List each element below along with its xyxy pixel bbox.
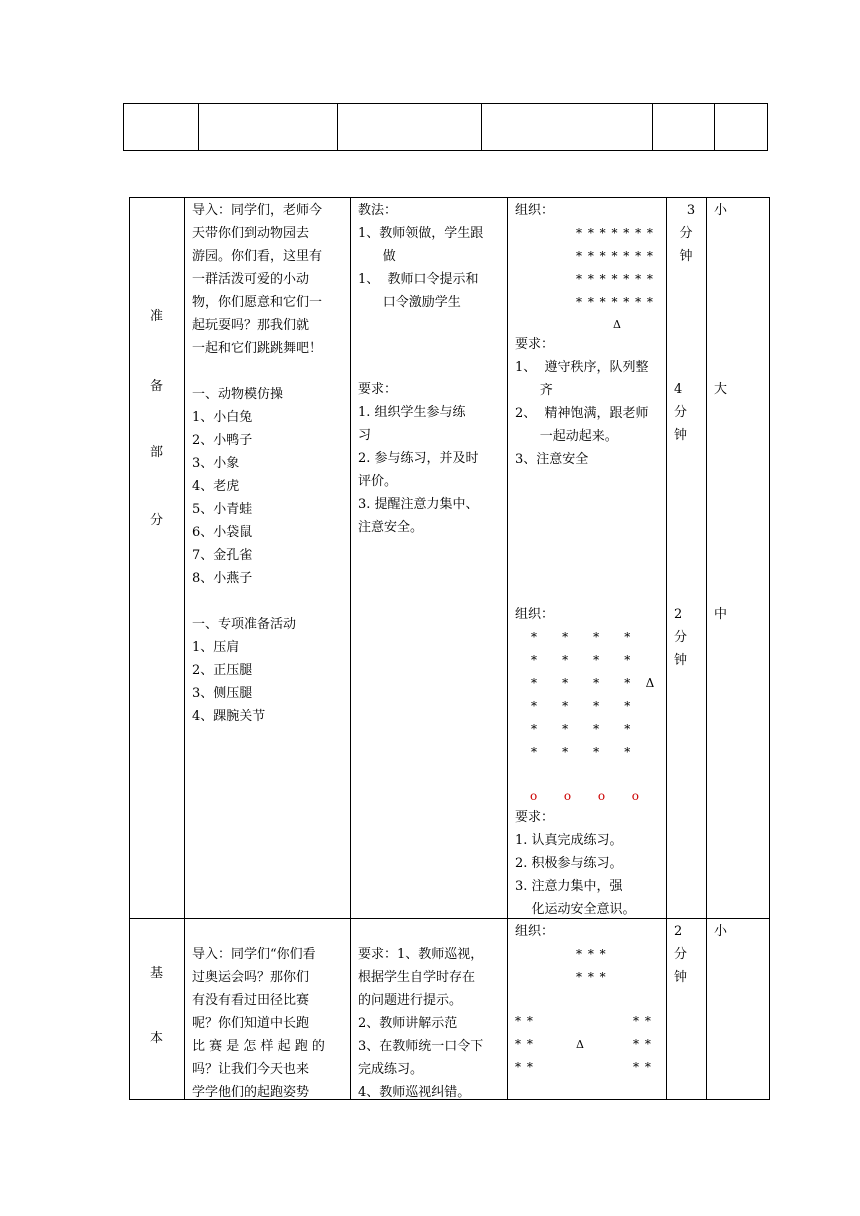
text-line: 要求：	[358, 382, 398, 397]
text-line: 1、小白兔	[192, 410, 253, 425]
text-line: 2、 精神饱满，跟老师	[515, 406, 649, 421]
teacher-position-icon: Δ	[613, 318, 621, 331]
time-unit: 分	[674, 405, 688, 420]
formation-row: * * * * Δ	[531, 676, 656, 690]
prep-method-requirements	[358, 378, 479, 539]
formation-row: * * * *	[531, 630, 632, 644]
text-line: 要求：	[515, 337, 555, 352]
text-line: 一起动起来。	[515, 429, 618, 444]
text-line: 4、教师巡视纠错。	[358, 1085, 471, 1100]
text-line: 一起和它们跳跳舞吧！	[192, 341, 323, 356]
org-label: 组织：	[515, 924, 555, 939]
text-line: 完成练习。	[358, 1062, 424, 1077]
cone-markers: o o o o	[530, 789, 640, 803]
text-line: 物，你们愿意和它们一	[192, 295, 323, 310]
formation-row: * * * *	[531, 745, 632, 759]
text-line: 2、正压腿	[192, 663, 253, 678]
basic-content-column	[192, 943, 325, 1104]
time-unit: 分	[674, 630, 688, 645]
text-line: 3. 注意力集中，强	[515, 879, 623, 894]
text-line: 1、教师领做，学生跟	[358, 226, 484, 241]
prep-requirements-2	[515, 806, 636, 921]
text-line: 2、小鸭子	[192, 433, 253, 448]
prep-label-char: 备	[150, 379, 164, 394]
load-intensity: 中	[714, 607, 728, 622]
text-line: 口令激励学生	[358, 295, 461, 310]
formation-row: * * * * * * *	[576, 249, 654, 263]
basic-method-column	[358, 943, 483, 1104]
time-unit: 钟	[674, 653, 688, 668]
text-line: 吗？让我们今天也来	[192, 1062, 310, 1077]
time-unit: 钟	[679, 249, 693, 264]
prep-label-char: 部	[150, 445, 164, 460]
text-line: 过奥运会吗？那你们	[192, 970, 310, 985]
text-line: 评价。	[358, 474, 398, 489]
formation-left: * *	[515, 1060, 534, 1074]
formation-right: * *	[633, 1060, 652, 1074]
text-line	[192, 590, 322, 613]
text-line: 学学他们的起跑姿势	[192, 1085, 310, 1100]
text-line: 有没有看过田径比赛	[192, 993, 310, 1008]
text-line: 1、 遵守秩序，队列整	[515, 360, 649, 375]
text-line: 教法：	[358, 203, 398, 218]
text-line: 要求：	[515, 810, 555, 825]
basic-time	[674, 920, 687, 989]
time-value: 4	[674, 382, 683, 397]
formation-right: * *	[633, 1014, 652, 1028]
time-unit: 分	[674, 947, 688, 962]
org-label: 组织：	[515, 203, 555, 218]
prep-time-2	[674, 378, 687, 447]
prep-method-column	[358, 199, 483, 314]
formation-left: * *	[515, 1037, 534, 1051]
time-unit: 钟	[674, 970, 688, 985]
basic-label-char: 基	[150, 966, 164, 981]
text-line: 5、小青蛙	[192, 502, 253, 517]
prep-time-3	[674, 603, 687, 672]
text-line: 3、侧压腿	[192, 686, 253, 701]
formation-row: * * *	[576, 947, 607, 961]
text-line: 的问题进行提示。	[358, 993, 463, 1008]
org-label: 组织：	[515, 607, 555, 622]
basic-label-char: 本	[150, 1031, 164, 1046]
formation-row: * * * *	[531, 653, 632, 667]
formation-row: * * * * * * *	[576, 226, 654, 240]
load-intensity: 小	[714, 203, 728, 218]
prep-label-char: 分	[150, 513, 164, 528]
text-line: 根据学生自学时存在	[358, 970, 476, 985]
time-value: 2	[674, 607, 683, 622]
prep-time-1	[674, 199, 698, 268]
text-line: 3. 提醒注意力集中、	[358, 497, 479, 512]
text-line: 游园。你们看，这里有	[192, 249, 323, 264]
text-line: 要求：1、教师巡视，	[358, 947, 484, 962]
text-line: 天带你们到动物园去	[192, 226, 310, 241]
formation-right: * *	[633, 1037, 652, 1051]
text-line: 8、小燕子	[192, 571, 253, 586]
formation-left: * *	[515, 1014, 534, 1028]
text-line: 4、踝腕关节	[192, 709, 266, 724]
text-line: 3、小象	[192, 456, 240, 471]
load-intensity: 大	[714, 382, 728, 397]
text-line: 一群活泼可爱的小动	[192, 272, 310, 287]
text-line: 齐	[515, 383, 553, 398]
text-line: 1. 认真完成练习。	[515, 833, 623, 848]
text-line: 化运动安全意识。	[515, 902, 636, 917]
text-line: 6、小袋鼠	[192, 525, 253, 540]
text-line: 做	[358, 249, 396, 264]
load-intensity: 小	[714, 924, 728, 939]
formation-row: * * * * * * *	[576, 272, 654, 286]
text-line: 7、金孔雀	[192, 548, 253, 563]
text-line: 一、动物模仿操	[192, 387, 284, 402]
text-line: 1、压肩	[192, 640, 240, 655]
text-line	[192, 360, 322, 383]
text-line: 注意安全。	[358, 520, 424, 535]
text-line: 导入：同学们，老师今	[192, 203, 323, 218]
formation-row: * * * * * * *	[576, 295, 654, 309]
text-line: 比 赛 是 怎 样 起 跑 的	[192, 1039, 325, 1054]
formation-row: * * * *	[531, 699, 632, 713]
time-unit: 钟	[674, 428, 688, 443]
text-line: 3、注意安全	[515, 452, 589, 467]
teacher-position-icon: Δ	[576, 1038, 584, 1051]
text-line: 1. 组织学生参与练	[358, 405, 466, 420]
text-line: 呢？你们知道中长跑	[192, 1016, 310, 1031]
text-line: 2. 积极参与练习。	[515, 856, 623, 871]
time-value: 3	[686, 203, 696, 218]
formation-row: * * * *	[531, 722, 632, 736]
formation-row: * * *	[576, 970, 607, 984]
prep-requirements-1	[515, 333, 649, 471]
prep-content-column	[192, 199, 322, 728]
time-value: 2	[674, 924, 683, 939]
text-line: 2. 参与练习，并及时	[358, 451, 479, 466]
text-line: 2、教师讲解示范	[358, 1016, 458, 1031]
prep-label-char: 准	[150, 309, 164, 324]
time-unit: 分	[679, 226, 693, 241]
text-line: 导入：同学们“你们看	[192, 947, 316, 962]
text-line: 4、老虎	[192, 479, 240, 494]
text-line: 起玩耍吗？那我们就	[192, 318, 310, 333]
text-line: 一、专项准备活动	[192, 617, 297, 632]
text-line: 习	[358, 428, 372, 443]
text-line: 3、在教师统一口令下	[358, 1039, 484, 1054]
text-line: 1、 教师口令提示和	[358, 272, 479, 287]
